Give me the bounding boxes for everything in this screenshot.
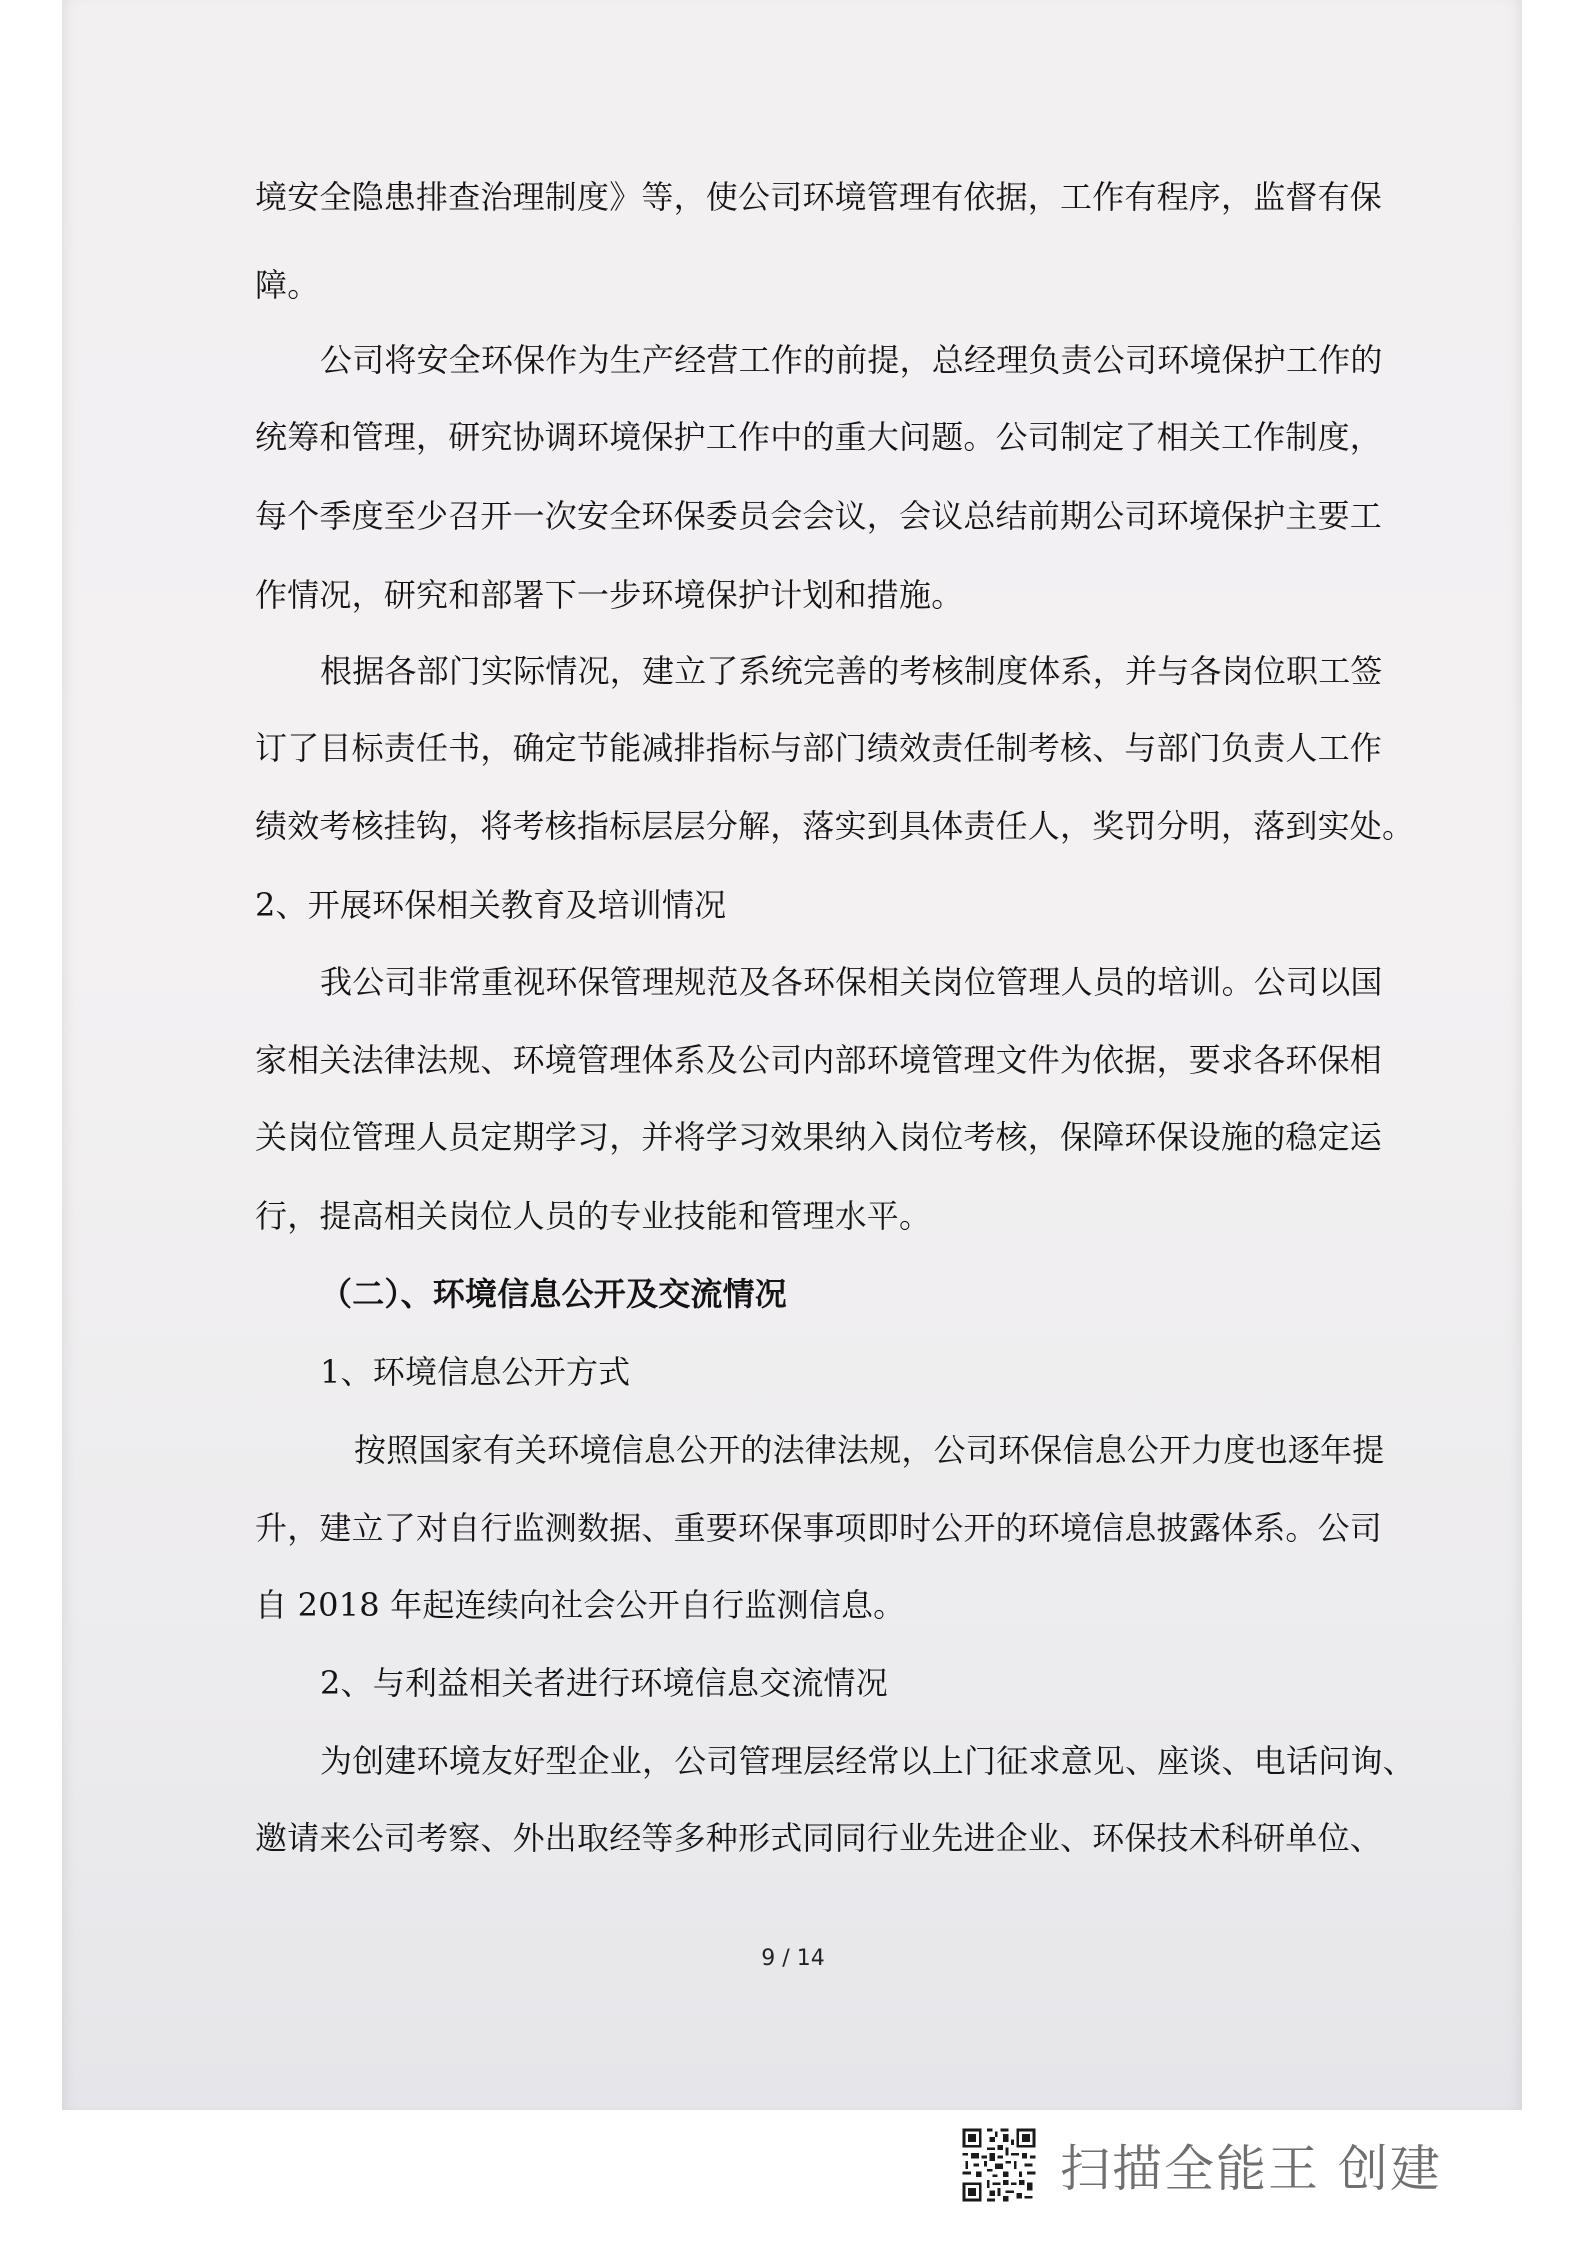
body-line-4: 统筹和管理，研究协调环境保护工作中的重大问题。公司制定了相关工作制度， — [255, 418, 1383, 456]
subsection-heading-1: 1、环境信息公开方式 — [320, 1353, 631, 1391]
body-line-18: 升，建立了对自行监测数据、重要环保事项即时公开的环境信息披露体系。公司 — [255, 1509, 1383, 1547]
body-line-8: 订了目标责任书，确定节能减排指标与部门绩效责任制考核、与部门负责人工作 — [255, 729, 1383, 767]
section-heading-er: （二）、环境信息公开及交流情况 — [320, 1275, 788, 1313]
body-line-17: 按照国家有关环境信息公开的法律法规，公司环保信息公开力度也逐年提 — [354, 1431, 1385, 1469]
section-heading-2: 2、开展环保相关教育及培训情况 — [255, 886, 727, 924]
qr-code-icon — [960, 2126, 1038, 2204]
body-line-11: 我公司非常重视环保管理规范及各环保相关岗位管理人员的培训。公司以国 — [320, 963, 1383, 1001]
body-line-3: 公司将安全环保作为生产经营工作的前提，总经理负责公司环境保护工作的 — [320, 341, 1383, 379]
page-number: 9 / 14 — [761, 1946, 825, 1971]
body-line-2: 障。 — [255, 266, 320, 304]
subsection-heading-2: 2、与利益相关者进行环境信息交流情况 — [320, 1664, 888, 1702]
body-line-19: 自 2018 年起连续向社会公开自行监测信息。 — [255, 1586, 906, 1624]
body-line-1: 境安全隐患排查治理制度》等，使公司环境管理有依据，工作有程序，监督有保 — [255, 178, 1383, 216]
body-line-21: 为创建环境友好型企业，公司管理层经常以上门征求意见、座谈、电话问询、 — [320, 1742, 1415, 1780]
body-line-6: 作情况，研究和部署下一步环境保护计划和措施。 — [255, 576, 964, 614]
body-line-5: 每个季度至少召开一次安全环保委员会会议，会议总结前期公司环境保护主要工 — [255, 497, 1383, 535]
watermark-text: 扫描全能王 创建 — [1060, 2140, 1442, 2198]
body-line-12: 家相关法律法规、环境管理体系及公司内部环境管理文件为依据，要求各环保相 — [255, 1041, 1383, 1079]
body-line-9: 绩效考核挂钩，将考核指标层层分解，落实到具体责任人，奖罚分明，落到实处。 — [255, 807, 1415, 845]
body-line-7: 根据各部门实际情况，建立了系统完善的考核制度体系，并与各岗位职工签 — [320, 652, 1383, 690]
body-line-22: 邀请来公司考察、外出取经等多种形式同同行业先进企业、环保技术科研单位、 — [255, 1819, 1383, 1857]
body-line-13: 关岗位管理人员定期学习，并将学习效果纳入岗位考核，保障环保设施的稳定运 — [255, 1118, 1383, 1156]
scanner-watermark — [960, 2120, 1442, 2210]
scanned-page — [62, 0, 1522, 2110]
body-line-14: 行，提高相关岗位人员的专业技能和管理水平。 — [255, 1197, 932, 1235]
